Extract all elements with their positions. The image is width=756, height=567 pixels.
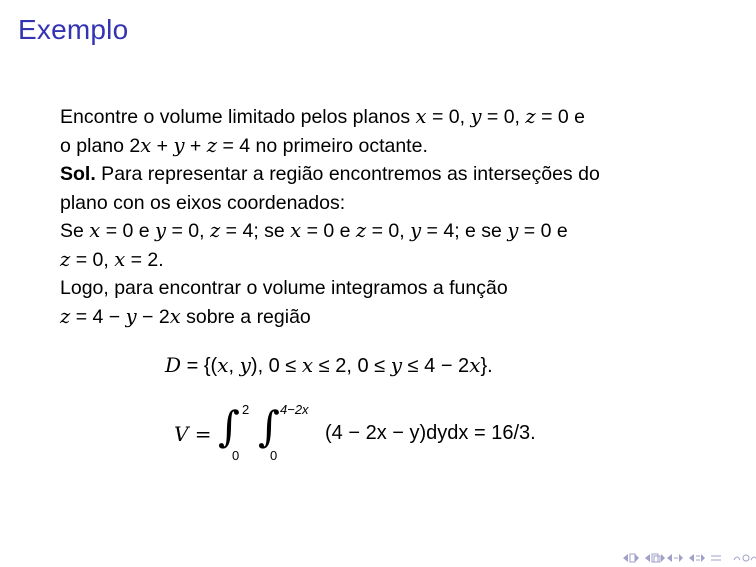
outer-upper-limit: 2 xyxy=(242,402,250,417)
math-variable: z xyxy=(60,304,71,328)
text-run: = 4 no primeiro octante. xyxy=(217,134,428,157)
text-run: }. xyxy=(480,355,493,377)
math-variable: x xyxy=(301,353,314,377)
body-line xyxy=(60,217,700,246)
body-line xyxy=(60,189,700,218)
body-line xyxy=(60,274,700,303)
inner-integral-sign: ∫ xyxy=(258,402,280,451)
math-variable: x xyxy=(169,304,181,328)
slide-body xyxy=(60,103,700,331)
outer-lower-limit: 0 xyxy=(232,448,240,463)
text-run: Se xyxy=(60,220,90,242)
math-variable: x xyxy=(469,353,481,377)
text-run: = 0, xyxy=(166,220,210,242)
math-variable: D xyxy=(165,353,182,377)
text-run: − 2 xyxy=(136,305,170,328)
math-variable: z xyxy=(209,219,221,242)
body-line xyxy=(60,160,700,189)
text-run: ≤ 4 − 2 xyxy=(402,355,470,377)
math-variable: z xyxy=(525,105,536,128)
text-run: = 4; e se xyxy=(421,220,508,242)
volume-equation xyxy=(170,398,610,468)
nav-search-icon[interactable] xyxy=(732,553,746,563)
body-line xyxy=(60,303,700,332)
inner-upper-limit: 4−2x xyxy=(280,402,309,417)
math-variable: x xyxy=(415,105,427,128)
slide-title: Exemplo xyxy=(18,14,129,45)
text-run: = 0 e xyxy=(301,220,356,242)
text-run: plano con os eixos coordenados: xyxy=(60,191,346,214)
body-line xyxy=(60,132,700,161)
body-line xyxy=(60,103,700,132)
outer-integral-sign: ∫ xyxy=(218,402,240,451)
text-run: = 0, xyxy=(426,106,471,128)
math-variable: z xyxy=(206,133,218,157)
text-run: Para representar a região encontremos as interseções do xyxy=(95,163,600,185)
text-run: = 0 e xyxy=(535,106,586,128)
text-run: sobre a região xyxy=(180,305,311,328)
text-run: ), 0 ≤ xyxy=(250,355,302,377)
nav-prev-frame-icon[interactable] xyxy=(644,553,658,563)
text-run: = 0 e xyxy=(100,220,156,242)
math-variable: y xyxy=(470,105,482,128)
volume-lhs: V = xyxy=(174,422,212,446)
math-variable: z xyxy=(355,219,367,242)
text-run: = 0 e xyxy=(518,220,568,242)
text-run: = 4 − xyxy=(70,305,126,328)
text-run: o plano 2 xyxy=(60,134,141,157)
bold-label: Sol. xyxy=(60,163,96,185)
beamer-navigation-bar xyxy=(622,553,746,563)
text-run: = {( xyxy=(181,355,218,377)
math-variable: x xyxy=(140,133,152,157)
math-variable: y xyxy=(173,133,185,157)
integrand: (4 − 2x − y)dydx = 16/3. xyxy=(325,422,536,444)
math-variable: x xyxy=(89,219,101,242)
math-variable: y xyxy=(239,353,251,377)
text-run: + xyxy=(151,134,174,157)
text-run: = 0, xyxy=(481,106,526,128)
text-run: = 4; se xyxy=(220,220,291,242)
text-run: = 0, xyxy=(70,248,115,271)
text-run: + xyxy=(184,134,207,157)
text-run: Logo, para encontrar o volume integramos a função xyxy=(60,277,508,299)
math-variable: x xyxy=(217,353,229,377)
text-run: ≤ 2, 0 ≤ xyxy=(313,355,391,377)
text-run: = 0, xyxy=(366,220,411,242)
math-variable: y xyxy=(155,219,167,242)
math-variable: x xyxy=(290,219,302,242)
math-variable: x xyxy=(114,247,126,271)
text-run: = 2. xyxy=(125,248,164,271)
nav-first-icon[interactable] xyxy=(622,553,636,563)
math-variable: y xyxy=(390,353,403,377)
math-variable: y xyxy=(507,219,519,242)
text-run: , xyxy=(228,355,240,377)
body-line xyxy=(60,246,700,275)
math-variable: y xyxy=(125,304,137,328)
math-variable: z xyxy=(60,247,71,271)
nav-next-section-icon[interactable] xyxy=(688,553,702,563)
math-variable: y xyxy=(410,219,422,242)
text-run: Encontre o volume limitado pelos planos xyxy=(60,106,416,128)
nav-prev-section-icon[interactable] xyxy=(666,553,680,563)
inner-lower-limit: 0 xyxy=(270,448,278,463)
nav-align-icon[interactable] xyxy=(710,553,724,563)
region-equation xyxy=(165,353,493,378)
